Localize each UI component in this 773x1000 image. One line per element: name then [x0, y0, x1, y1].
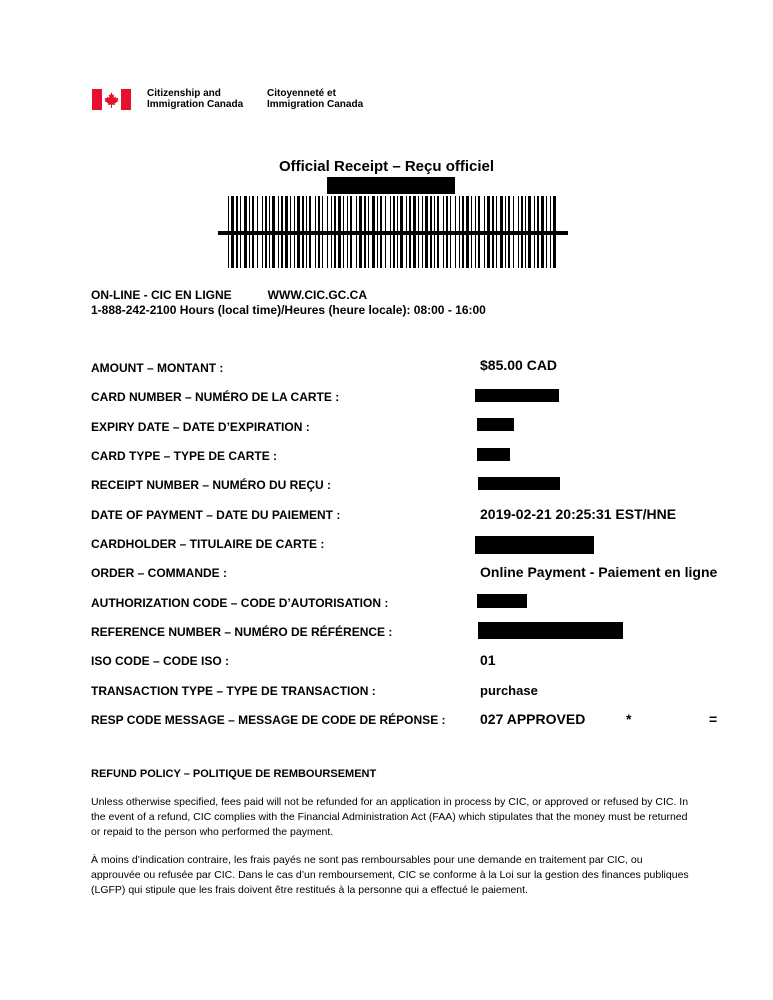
reference-number-label: REFERENCE NUMBER – NUMÉRO DE RÉFÉRENCE :	[91, 625, 393, 639]
amount-label: AMOUNT – MONTANT :	[91, 361, 224, 375]
iso-code-label: ISO CODE – CODE ISO :	[91, 654, 230, 668]
card-number-label: CARD NUMBER – NUMÉRO DE LA CARTE :	[91, 390, 340, 404]
order-value: Online Payment - Paiement en ligne	[480, 564, 718, 580]
redacted-cardholder	[475, 536, 594, 554]
date-of-payment-value: 2019-02-21 20:25:31 EST/HNE	[480, 506, 677, 522]
date-of-payment-label: DATE OF PAYMENT – DATE DU PAIEMENT :	[91, 508, 341, 522]
redacted-authorization-code	[477, 594, 527, 608]
transaction-type-value: purchase	[480, 683, 538, 698]
transaction-type-label: TRANSACTION TYPE – TYPE DE TRANSACTION :	[91, 684, 376, 698]
authorization-code-label: AUTHORIZATION CODE – CODE D’AUTORISATION :	[91, 596, 389, 610]
iso-code-value: 01	[480, 652, 496, 668]
canada-flag-icon	[92, 89, 131, 110]
response-star: *	[626, 711, 632, 727]
card-type-label: CARD TYPE – TYPE DE CARTE :	[91, 449, 278, 463]
response-code-label: RESP CODE MESSAGE – MESSAGE DE CODE DE RÉPONSE :	[91, 713, 446, 727]
receipt-title: Official Receipt – Reçu officiel	[278, 158, 495, 175]
expiry-date-label: EXPIRY DATE – DATE D’EXPIRATION :	[91, 420, 310, 434]
cardholder-label: CARDHOLDER – TITULAIRE DE CARTE :	[91, 537, 325, 551]
redacted-expiry-date	[477, 418, 514, 431]
response-code-value: 027 APPROVED	[480, 711, 586, 727]
barcode	[218, 194, 568, 270]
department-name-en: Citizenship and Immigration Canada	[147, 88, 244, 110]
redacted-reference-number	[478, 622, 623, 639]
hours-line: 1-888-242-2100 Hours (local time)/Heures (heure locale): 08:00 - 16:00	[91, 303, 486, 317]
redacted-receipt-number	[478, 477, 560, 490]
refund-policy-heading: REFUND POLICY – POLITIQUE DE REMBOURSEMENT	[91, 768, 377, 780]
redacted-card-number	[475, 389, 559, 402]
refund-policy-fr: À moins d’indication contraire, les frais payés ne sont pas remboursables pour une demande en traitement par CIC, ou approuvée ou refusée par CIC. Dans le cas d’un remboursement, CIC se conforme à la Loi sur la gestion des finances publiques (LGFP) qui stipule que les frais doivent être restitués à la personne qui a effectué le paiement.	[91, 854, 689, 896]
order-label: ORDER – COMMANDE :	[91, 566, 228, 580]
refund-policy-en: Unless otherwise specified, fees paid will not be refunded for an application in process by CIC, or approved or refused by CIC. In the event of a refund, CIC complies with the Financial Administration Act (FAA) which stipulates that the money must be returned or repaid to the person who performed the payment.	[91, 796, 689, 838]
redacted-card-type	[477, 448, 510, 461]
amount-value: $85.00 CAD	[480, 357, 558, 373]
website-link[interactable]: WWW.CIC.GC.CA	[267, 288, 367, 302]
department-name-fr: Citoyenneté et Immigration Canada	[267, 88, 364, 110]
receipt-number-label: RECEIPT NUMBER – NUMÉRO DU REÇU :	[91, 478, 332, 492]
online-line	[91, 288, 367, 302]
redacted-barcode-number	[327, 177, 455, 194]
response-equals: =	[709, 711, 718, 727]
online-label: ON-LINE - CIC EN LIGNE	[91, 288, 232, 302]
